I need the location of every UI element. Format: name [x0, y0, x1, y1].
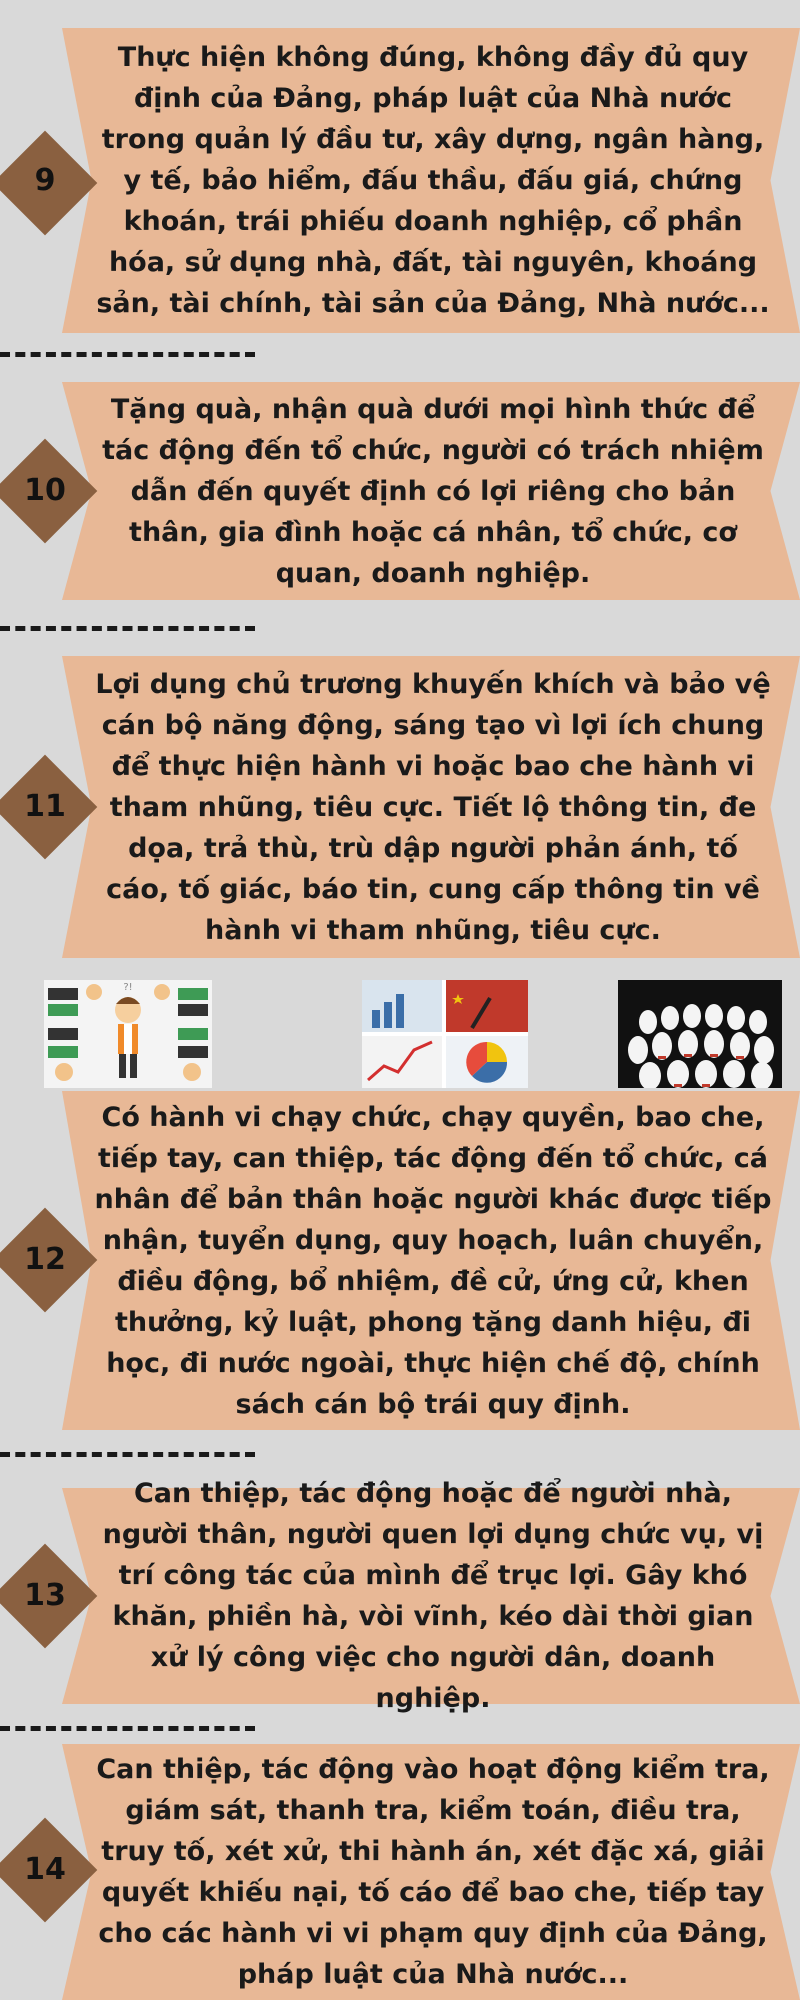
rule-number: 9 — [34, 163, 56, 198]
rule-item-10 — [0, 382, 800, 600]
rule-item-9 — [0, 28, 800, 333]
rule-number: 11 — [24, 789, 66, 824]
illustration-stressed-man — [44, 980, 212, 1088]
rule-text-box — [92, 1478, 774, 1714]
rule-item-13 — [0, 1478, 800, 1714]
rule-text-box — [92, 1744, 774, 2000]
rule-text-box — [92, 382, 774, 600]
egg-crowd-icon — [618, 980, 782, 1088]
finance-charts-icon — [362, 980, 528, 1088]
illustration-finance-charts — [362, 980, 528, 1088]
rule-text: Can thiệp, tác động hoặc để người nhà, người thân, người quen lợi dụng chức vụ, vị trí công tác của mình để trục lợi. Gây khó khăn, phiền hà, vòi vĩnh, kéo dài thời gian xử lý công việc cho người dân, doanh nghiệp. — [102, 1478, 764, 1714]
rule-number: 12 — [24, 1242, 66, 1277]
rule-text: Có hành vi chạy chức, chạy quyền, bao che, tiếp tay, can thiệp, tác động đến tổ chức, cá nhân để bản thân hoặc người khác được tiếp nhận, tuyển dụng, quy hoạch, luân chuyển, điều động, bổ nhiệm, đề cử, ứng cử, khen thưởng, kỷ luật, phong tặng danh hiệu, đi học, đi nước ngoài, thực hiện chế độ, chính sách cán bộ trái quy định. — [94, 1101, 772, 1420]
rule-text-box — [92, 656, 774, 958]
rule-number: 13 — [24, 1578, 66, 1613]
dashed-separator — [0, 1452, 255, 1457]
svg-text:?!: ?! — [123, 982, 133, 993]
rule-number: 10 — [24, 473, 66, 508]
rule-item-12 — [0, 1091, 800, 1430]
rule-item-14 — [0, 1744, 800, 2000]
dashed-separator — [0, 1726, 255, 1731]
rule-text-box — [92, 1091, 774, 1430]
stressed-man-thumbs-down-icon — [44, 980, 212, 1088]
dashed-separator — [0, 352, 255, 357]
dashed-separator — [0, 626, 255, 631]
rule-text: Thực hiện không đúng, không đầy đủ quy định của Đảng, pháp luật của Nhà nước trong quản lý đầu tư, xây dựng, ngân hàng, y tế, bảo hiểm, đấu thầu, đấu giá, chứng khoán, trái phiếu doanh nghiệp, cổ phần hóa, sử dụng nhà, đất, tài nguyên, khoáng sản, tài chính, tài sản của Đảng, Nhà nước... — [96, 42, 770, 319]
rule-number: 14 — [24, 1852, 66, 1887]
rule-text: Tặng quà, nhận quà dưới mọi hình thức để tác động đến tổ chức, người có trách nhiệm dẫn đến quyết định có lợi riêng cho bản thân, gia đình hoặc cá nhân, tổ chức, cơ quan, doanh nghiệp. — [102, 393, 764, 589]
rule-item-11 — [0, 656, 800, 958]
illustration-egg-crowd — [618, 980, 782, 1088]
rule-text: Lợi dụng chủ trương khuyến khích và bảo vệ cán bộ năng động, sáng tạo vì lợi ích chung để thực hiện hành vi hoặc bao che hành vi tham nhũng, tiêu cực. Tiết lộ thông tin, đe dọa, trả thù, trù dập người phản ánh, tố cáo, tố giác, báo tin, cung cấp thông tin về hành vi tham nhũng, tiêu cực. — [95, 668, 771, 946]
rule-text-box — [92, 28, 774, 333]
rule-text: Can thiệp, tác động vào hoạt động kiểm tra, giám sát, thanh tra, kiểm toán, điều tra, truy tố, xét xử, thi hành án, xét đặc xá, giải quyết khiếu nại, tố cáo để bao che, tiếp tay cho các hành vi vi phạm quy định của Đảng, pháp luật của Nhà nước... — [96, 1754, 770, 1990]
